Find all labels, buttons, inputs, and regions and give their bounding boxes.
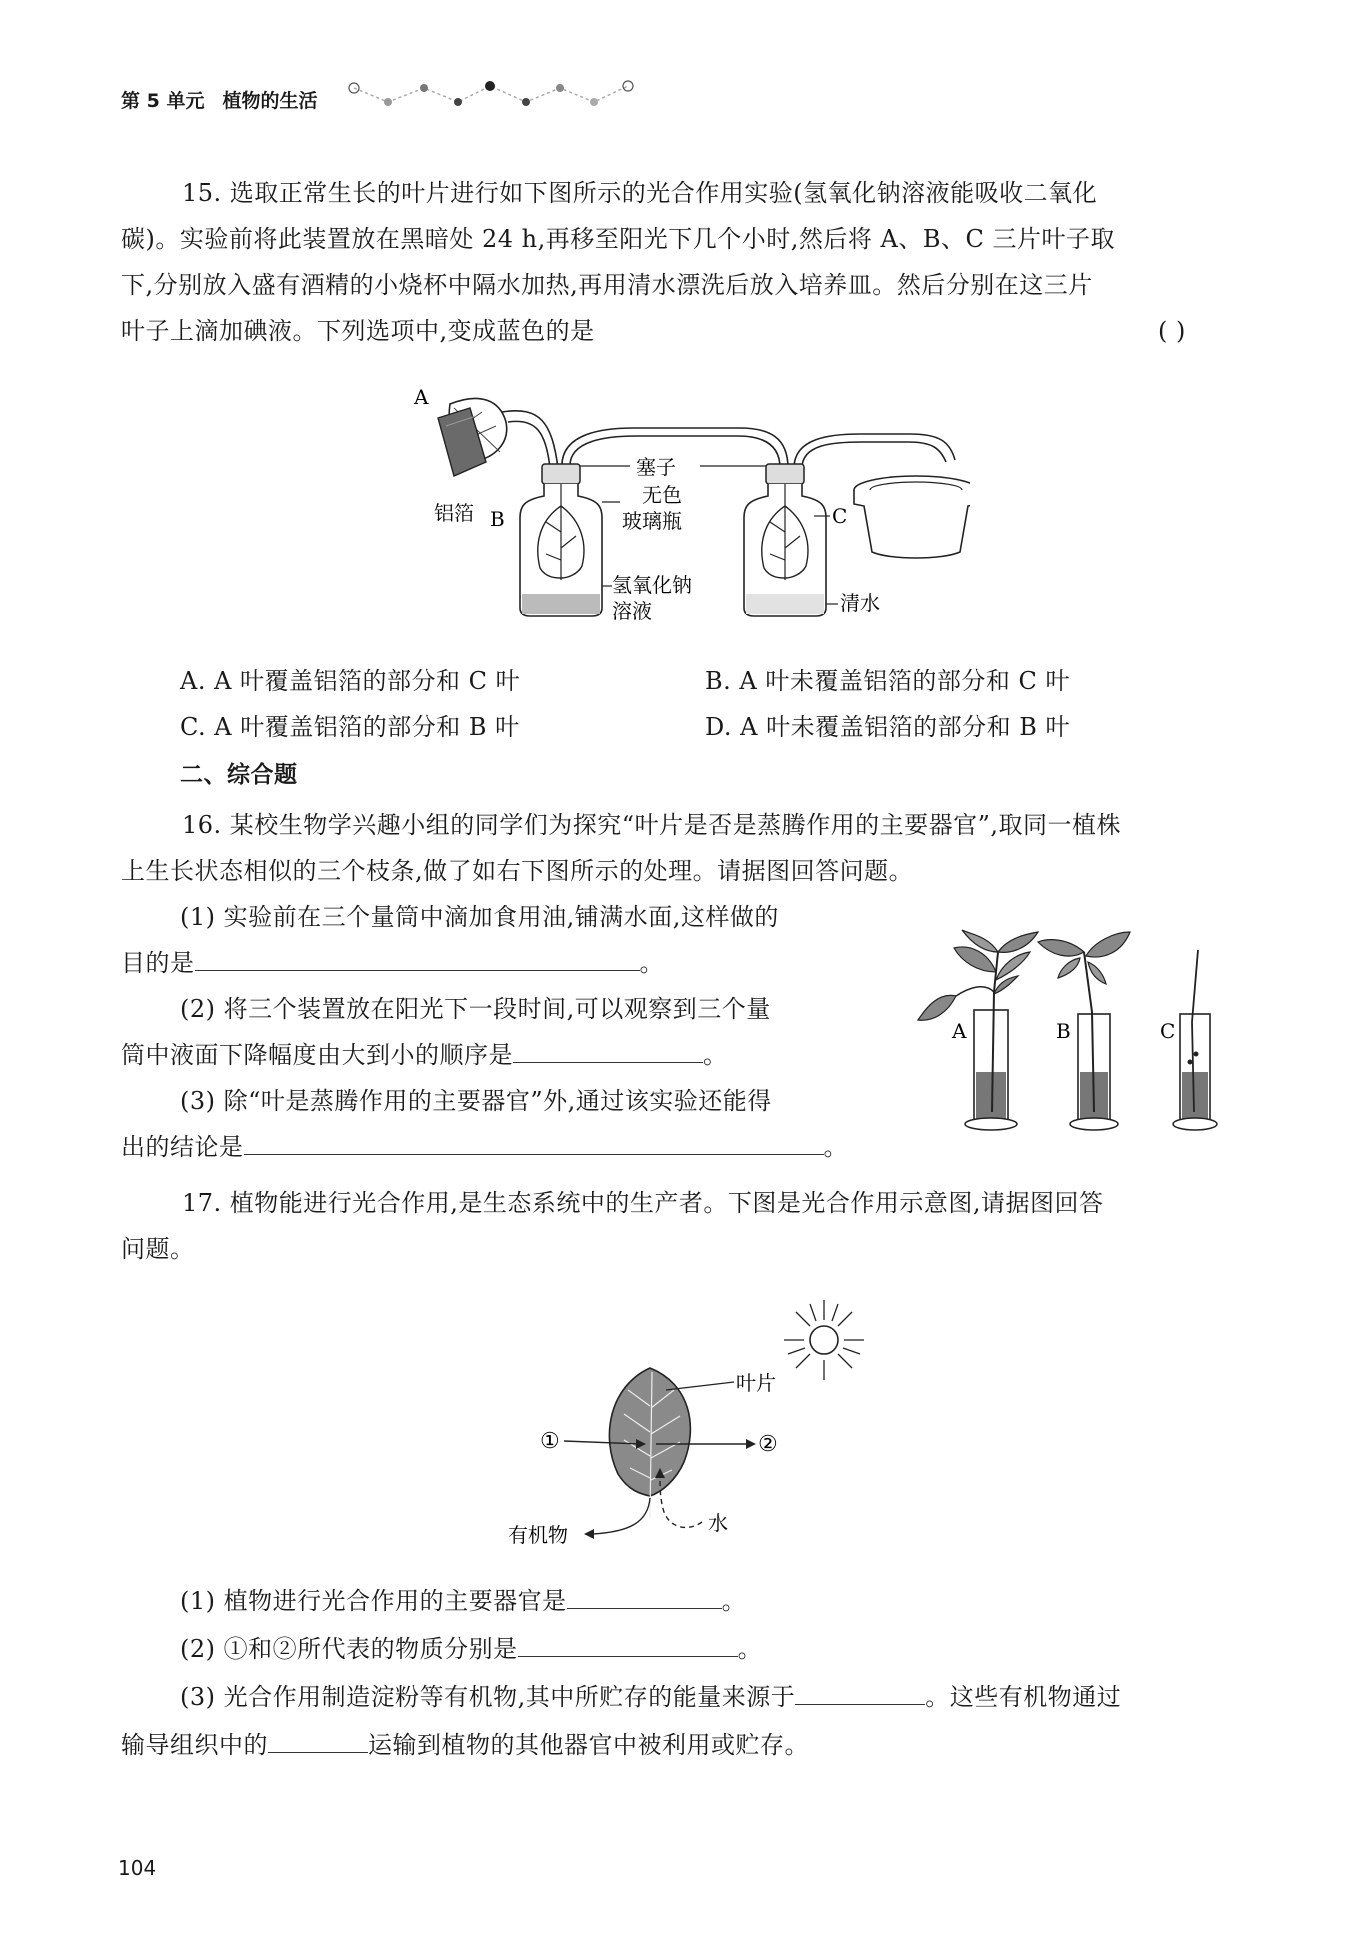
label-b: B	[490, 507, 505, 531]
option-a[interactable]: A. A 叶覆盖铝箔的部分和 C 叶	[180, 667, 521, 695]
label-circle-1: ①	[540, 1429, 560, 1454]
transpiration-figure	[908, 912, 1226, 1134]
q17-p3-line1: (3) 光合作用制造淀粉等有机物,其中所贮存的能量来源于 。这些有机物通过	[180, 1683, 1122, 1711]
option-b[interactable]: B. A 叶未覆盖铝箔的部分和 C 叶	[705, 667, 1070, 695]
stopper-2	[766, 464, 804, 484]
label-a: A	[414, 385, 429, 409]
q17-blank-2[interactable]	[518, 1634, 738, 1657]
photosynthesis-diagram	[500, 1286, 880, 1556]
q16-p3-line2: 出的结论是 。	[121, 1133, 848, 1161]
q15-line1: 15. 选取正常生长的叶片进行如下图所示的光合作用实验(氢氧化钠溶液能吸收二氧化	[182, 179, 1098, 207]
q17-blank-3[interactable]	[795, 1682, 925, 1705]
label-naoh-1: 氢氧化钠	[612, 573, 692, 597]
label-stopper: 塞子	[636, 455, 676, 479]
photosynthesis-apparatus-figure	[410, 382, 970, 632]
q16-p1-line2: 目的是 。	[121, 949, 664, 977]
option-d[interactable]: D. A 叶未覆盖铝箔的部分和 B 叶	[705, 713, 1070, 741]
q17-blank-4[interactable]	[268, 1730, 368, 1753]
q17-blank-1[interactable]	[567, 1586, 722, 1609]
naoh-solution	[522, 594, 600, 614]
label-leaf: 叶片	[736, 1371, 776, 1395]
q17-line2: 问题。	[121, 1235, 195, 1263]
section-heading: 二、综合题	[180, 762, 298, 788]
label-bottle-2: 玻璃瓶	[622, 509, 682, 533]
sun-icon	[810, 1326, 838, 1354]
q16-blank-2[interactable]	[513, 1040, 703, 1063]
page-number: 104	[118, 1856, 157, 1880]
q15-line2: 碳)。实验前将此装置放在黑暗处 24 h,再移至阳光下几个小时,然后将 A、B、C 三片叶子取	[121, 225, 1115, 253]
stopper-1	[542, 464, 580, 484]
label-cylinder-b: B	[1056, 1019, 1071, 1043]
q16-p2-line1: (2) 将三个装置放在阳光下一段时间,可以观察到三个量	[180, 995, 771, 1023]
label-c: C	[832, 504, 848, 528]
q16-p3-line1: (3) 除“叶是蒸腾作用的主要器官”外,通过该实验还能得	[180, 1087, 772, 1115]
header-unit: 第 5 单元 植物的生活	[121, 90, 318, 112]
q17-p1: (1) 植物进行光合作用的主要器官是 。	[180, 1587, 747, 1615]
label-foil: 铝箔	[434, 501, 474, 525]
leaf-a-1	[918, 995, 956, 1020]
leaf-b-2	[1086, 932, 1130, 957]
q16-line2: 上生长状态相似的三个枝条,做了如右下图所示的处理。请据图回答问题。	[121, 857, 914, 885]
label-cylinder-a: A	[952, 1019, 967, 1043]
water-solution	[746, 594, 824, 614]
label-water: 水	[708, 1511, 728, 1535]
q16-blank-1[interactable]	[195, 948, 640, 971]
q16-p2-line2: 筒中液面下降幅度由大到小的顺序是 。	[121, 1041, 728, 1069]
q17-p2: (2) ①和②所代表的物质分别是 。	[180, 1635, 763, 1663]
header-decoration	[348, 78, 638, 114]
label-cylinder-c: C	[1160, 1019, 1176, 1043]
q15-line3: 下,分别放入盛有酒精的小烧杯中隔水加热,再用清水漂洗后放入培养皿。然后分别在这三片	[121, 271, 1093, 299]
dish	[854, 490, 970, 558]
leaf-b-1	[1038, 940, 1084, 956]
header-title: 植物的生活	[222, 90, 318, 112]
q15-line4: 叶子上滴加碘液。下列选项中,变成蓝色的是	[121, 317, 595, 345]
q16-p1-line1: (1) 实验前在三个量筒中滴加食用油,铺满水面,这样做的	[180, 903, 779, 931]
q16-blank-3[interactable]	[244, 1132, 824, 1155]
q16-line1: 16. 某校生物学兴趣小组的同学们为探究“叶片是否是蒸腾作用的主要器官”,取同一植株	[182, 811, 1121, 839]
q17-p3-line2: 输导组织中的 运输到植物的其他器官中被利用或贮存。	[121, 1731, 809, 1759]
q17-line1: 17. 植物能进行光合作用,是生态系统中的生产者。下图是光合作用示意图,请据图回答	[182, 1189, 1104, 1217]
label-circle-2: ②	[758, 1432, 778, 1457]
label-naoh-2: 溶液	[612, 599, 652, 623]
label-bottle-1: 无色	[642, 483, 682, 507]
q15-answer-paren[interactable]: ( )	[1158, 317, 1186, 345]
label-organic-matter: 有机物	[508, 1523, 568, 1547]
option-c[interactable]: C. A 叶覆盖铝箔的部分和 B 叶	[180, 713, 520, 741]
label-water: 清水	[840, 591, 880, 615]
